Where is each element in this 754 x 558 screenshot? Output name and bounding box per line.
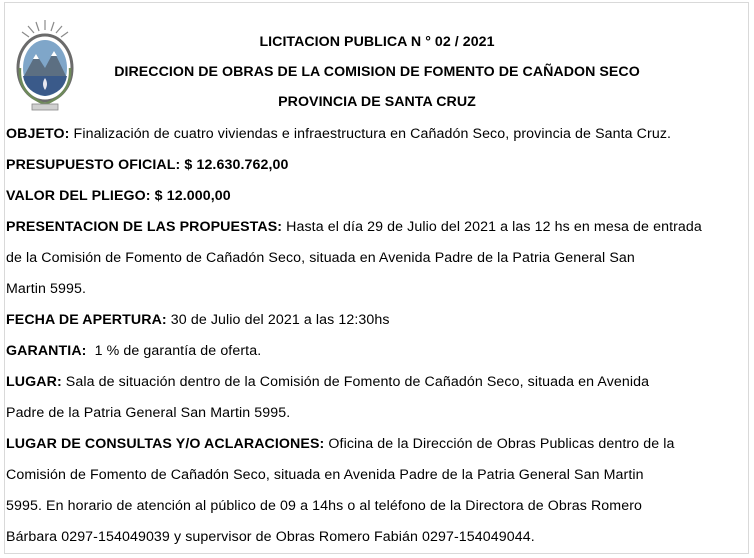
lugar-line-1 (6, 374, 746, 390)
province-title: PROVINCIA DE SANTA CRUZ (278, 94, 476, 110)
objeto-label: OBJETO: (6, 126, 70, 142)
presentacion-label: PRESENTACION DE LAS PROPUESTAS: (6, 219, 283, 235)
objeto-text: Finalización de cuatro viviendas e infraestructura en Cañadón Seco, provincia de Santa Cruz. (69, 126, 672, 142)
presentacion-line-2: de la Comisión de Fomento de Cañadón Seco, situada en Avenida Padre de la Patria General San (6, 250, 635, 266)
tender-number-title: LICITACION PUBLICA N ° 02 / 2021 (259, 34, 495, 50)
garantia-text: 1 % de garantía de oferta. (86, 343, 262, 359)
lugar-label: LUGAR: (6, 374, 62, 390)
department-title: DIRECCION DE OBRAS DE LA COMISION DE FOMENTO DE CAÑADON SECO (114, 64, 640, 80)
consultas-text-1: Oficina de la Dirección de Obras Publicas dentro de la (324, 436, 675, 452)
garantia-label: GARANTIA: (6, 343, 87, 359)
presentacion-line-3: Martin 5995. (6, 281, 87, 297)
valor-value: $ 12.000,00 (150, 188, 231, 204)
objeto-line (6, 126, 746, 142)
fecha-text: 30 de Julio del 2021 a las 12:30hs (166, 312, 390, 328)
valor-label: VALOR DEL PLIEGO: (6, 188, 151, 204)
consultas-line-1 (6, 436, 746, 452)
fecha-label: FECHA DE APERTURA: (6, 312, 167, 328)
garantia-line (6, 343, 746, 359)
presentacion-text-1: Hasta el día 29 de Julio del 2021 a las 12 hs en mesa de entrada (282, 219, 702, 235)
presentacion-line-1 (6, 219, 746, 235)
consultas-line-4: Bárbara 0297-154049039 y supervisor de Obras Romero Fabián 0297-154049044. (6, 529, 535, 545)
presupuesto-line (6, 157, 746, 173)
consultas-line-2: Comisión de Fomento de Cañadón Seco, situada en Avenida Padre de la Patria General San Martin (6, 467, 644, 483)
valor-line (6, 188, 746, 204)
presupuesto-label: PRESUPUESTO OFICIAL: (6, 157, 181, 173)
consultas-line-3: 5995. En horario de atención al público de 09 a 14hs o al teléfono de la Directora de Obras Romero (6, 498, 643, 514)
presupuesto-value: $ 12.630.762,00 (180, 157, 289, 173)
consultas-label: LUGAR DE CONSULTAS Y/O ACLARACIONES: (6, 436, 325, 452)
lugar-text-1: Sala de situación dentro de la Comisión de Fomento de Cañadón Seco, situada en Avenida (61, 374, 650, 390)
lugar-line-2: Padre de la Patria General San Martin 5995. (6, 405, 291, 421)
fecha-line (6, 312, 746, 328)
